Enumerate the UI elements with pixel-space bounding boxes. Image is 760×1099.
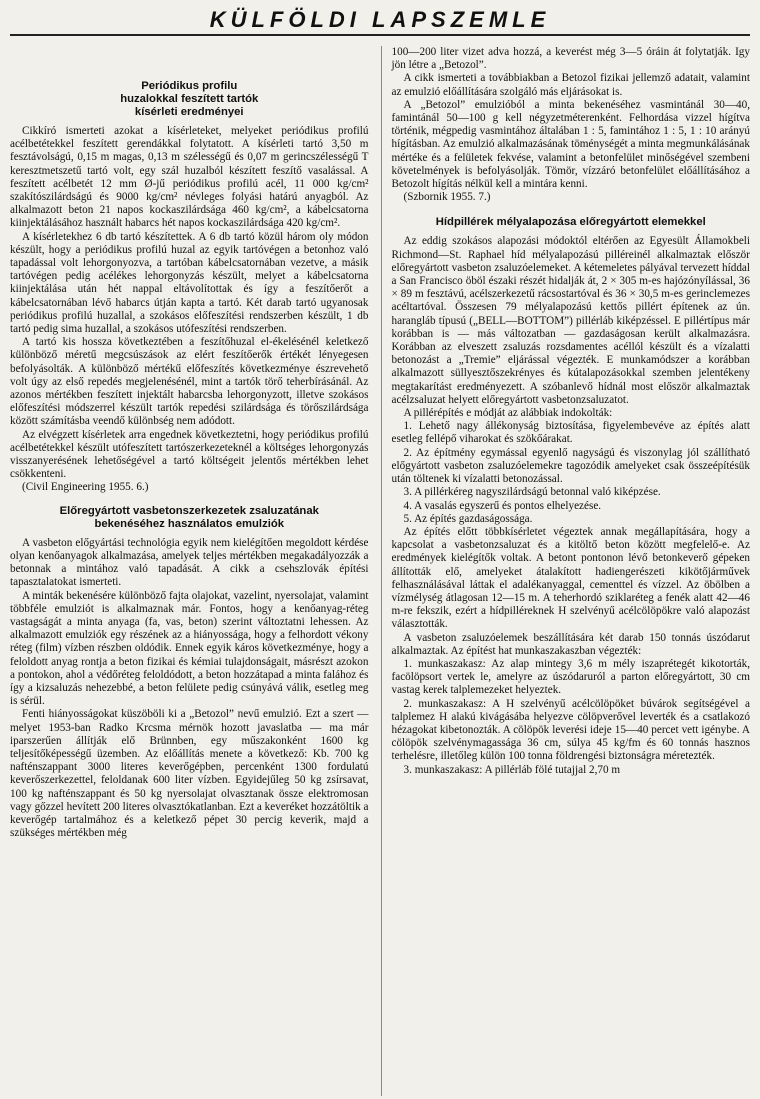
article-3-paragraph: A pillérépítés e módját az alábbiak indokolták: <box>403 407 613 420</box>
article-1-title-line: Periódikus profilu <box>141 80 238 92</box>
article-2-continued-paragraph: A „Betozol” emulzióból a minta bekenéséhez vasmintánál 30—40, famintánál 50—100 g kell négyzetméterenként. Felhordása vizzel hígítva történik, mégpedig vasmintához általában 1 : 5, famintához 1 : 5, 1 : 10 arányú hígításban. Az emulzió alkalmazásának töménységét a minta megmunkálásának mértéke és a felületek fekvése, valamint a betonfelület minőségével szembeni követelmények is befolyásolják. Tömör, vízzáró betonfelület előállításához a Betozolt hígítás nélkül kell a mintára kenni. <box>391 98 750 191</box>
article-2-continued-paragraph: A cikk ismerteti a továbbiakban a Betozol fizikai jellemző adatait, valamint az emulzió előállítására szolgáló más eljárásokat is. <box>391 72 750 98</box>
article-3-paragraph: Az építés előtt többkísérletet végeztek annak megállapítására, hogy a kapcsolat a vasbetonzsaluzat és a kitöltő beton között megfelelő-e. Az eredmények kielégítők voltak. A betont pontonon lévő betonkeverő gépeken állították elő, amelyeket átalakított hadiengerészeti kikötőjárművek felhasználásával láttak el adalékanyaggal, cementtel és vízzel. Az öbölben a vízmélység átlagosan 12—15 m. A teherhordó sziklaréteg a fenék alatt 42—46 m-re fekszik, ezért a hídpilléreknek H szelvényű acélcölöpökre való alapozást választották. <box>391 525 750 631</box>
article-2-paragraph: A minták bekenésére különböző fajta olajokat, vazelint, nyersolajat, valamint többféle emulziót is alkalmaznak már. Fontos, hogy a kenőanyag-réteg vastagságát a minta anyaga (fa, vas, beton) szerint változtatni lehessen. Az alkalmazott emulziók egy részének az a hiányossága, hogy a felhordott vékony réteg (film) vízben részben oldódik. Ennek egyik káros következménye, hogy a feloldott anyag rontja a beton fizikai és kémiai tulajdonságait, másrészt azokon a pontokon, ahol a védőréteg feloldódott, a beton hozzátapad a minta falához és így a kizsaluzás nehezebbé, a beton felülete pedig csúnyává válik, esetleg meg is sérül. <box>10 589 369 708</box>
article-1-paragraph: A kísérletekhez 6 db tartó készítettek. A 6 db tartó közül három oly módon készült, hogy a periódikus profilú huzal az egyik tartóvégen a betonhoz való tapadással volt lehorgonyozva, a tartóban kábelcsatornában vezetve, a másik tartóvégen pedig acélékes lehorgonyzás készült, melyet a kábelcsatorna kiinjektálása után hét nappal eltávolítottak és így a feszítőerőt a kábelcsatornában lévő habarcs útján kapta a tartó. Két darab tartó ugyanosak periódikus profilú huzallal, a szokásos előfeszítési rendszerben készült, 1 db tartó pedig sima huzallal, a szokásos utófeszítési rendszerben. <box>10 230 369 336</box>
article-3-list-item: 5. Az építés gazdaságossága. <box>403 512 533 525</box>
article-3-paragraph: Az eddig szokásos alapozási módoktól eltérően az Egyesült Államokbeli Richmond—St. Raphael híd mélyalapozású pilléreinél alkalmaztak először előregyártott vasbeton zsaluzóelemeket. A kétemeletes pályával tervezett híddal a San Francisco öböl északi részét hidalják át, 2 × 305 m-es hajózónyílással, 36 × 89 m fesztávú, acélszerkezetű rácsostartóval és 36 × 30,5 m-es gerinclemezes acéltartóval. Összesen 79 mélyalapozású kettős pillért építenek az ún. harangláb típusú („BELL—BOTTOM”) pillérláb kiképzéssel. E pillértípus már korábban is — más változatban — gazdaságosan került alkalmazásra. Korábban az elveszett zsaluzás rozsdamentes acéllól készült és a vízalatti betonozást a „Tremie” eljárással végezték. E munkamódszer a korábban alkalmazott süllyesztőszekrényes és kútalapozásokkal szemben jelentékeny megtakarítást eredményezett. A szóbanlevő hídnál most először alkalmaztak acélzsaluzat helyett előregyártott vasbetonzsaluzatot. <box>391 235 750 406</box>
column-left <box>10 46 369 1096</box>
article-2-title-line: bekenéséhez használatos emulziók <box>94 517 285 530</box>
article-2-source: (Szbornik 1955. 7.) <box>403 191 491 204</box>
article-1-paragraph: Cikkíró ismerteti azokat a kísérleteket, melyeket periódikus profilú acélbetétekkel feszített gerendákkal folytatott. A kísérleti tartó 3,50 m fesztávolságú, 0,15 m magas, 0,13 m szélességű és 0,07 m gerincszélességű T keresztmetszetű tartó volt, egy szál huzalból készített feszítő vasalással. A feszített acélbetét 12 mm Ø-jű periódikus profilú acél, 11 000 kg/cm² szakítószilárdságú és 9000 kg/cm² névleges folyási határú anyagból. Az alkalmazott beton 21 napos kockaszilárdsága 460 kg/cm², a kábelcsatorna kiinjektálásához használt habarcs hét napos kockaszilárdsága 420 kg/cm². <box>10 125 369 230</box>
article-2-title <box>10 505 369 531</box>
article-2-continued-paragraph: 100—200 liter vizet adva hozzá, a keverést még 3—5 óráin át folytatják. Igy jön létre a „Betozol”. <box>391 46 750 72</box>
article-1-paragraph: Az elvégzett kísérletek arra engednek következtetni, hogy periódikus profilú acélbetétekkel készült utófeszített tartószerkezeteknél a költséges lehorgonyzás visszanyerésének lehetőségével a tartó költségeit jelentős mértékben lehet csökkenteni. <box>10 428 369 481</box>
article-3-list-item: 3. A pillérkéreg nagyszilárdságú betonnal való kiképzése. <box>403 486 661 499</box>
article-3-stage: 2. munkaszakasz: A H szelvényű acélcölöpöket búvárok segítségével a talplemez H alakú kivágásába helyezve cölöpverővel leverték és a csatlakozó hézagokat kibetonozták. A cölöpök leverési ideje 15—40 percet vett igénybe. A cölöpök szelvénymagassága 36 cm, súlya 45 kg/fm és 60 tonnás hasznos terhelésre, illetőleg külön 100 tonna földrengési biztonságra méretezték. <box>391 697 750 763</box>
article-1-title-line: kísérleti eredményei <box>134 106 244 118</box>
article-2-paragraph: Fenti hiányosságokat küszöböli ki a „Betozol” nevű emulzió. Ezt a szert — melyet 1953-ban Radko Krcsma mérnök hozott javaslatba — ma már iparszerűen állítják elő Brünnben, egy műszakonként 1600 kg teljesítőképességű üzemben. Az előállítás menete a következő: Kb. 700 kg nafténszappant 3000 literes keverőgépben, percenként 1300 fordulatú keverőszerkezettel, feloldanak 600 liter vízben. Egyidejűleg 50 kg zsírsavat, 100 kg nafténszappant és 50 kg nyersolajat olvasztanak össze elektromosan vagy gőzzel hevített 200 literes olvasztókatlanban. Ezt a keveréket hozzátöltik a keverőgép tartalmához és a keletkező pépet 30 percig keverik, majd a szükséges mértékben még <box>10 708 369 840</box>
article-3-paragraph: A vasbeton zsaluzóelemek beszállítására két darab 150 tonnás úszódarut alkalmaztak. Az építést hat munkaszakaszban végezték: <box>391 631 750 657</box>
article-1-title-line: huzalokkal feszített tartók <box>120 93 259 105</box>
article-3-stage: 3. munkaszakasz: A pillérláb fölé tutajjal 2,70 m <box>403 763 621 776</box>
article-2-title-line: Előregyártott vasbetonszerkezetek zsaluzatának <box>59 504 319 517</box>
columns <box>10 46 750 1096</box>
masthead: KÜLFÖLDI LAPSZEMLE <box>10 6 750 36</box>
article-3-list-item: 2. Az építmény egymással egyenlő nagyságú és viszonylag jól szállítható előgyártott vasbeton zsaluzóelemekre tagozódik amelyeket csak összeépítésük után töltenek ki vízalatti betonozással. <box>391 446 750 486</box>
article-3-list-item: 4. A vasalás egyszerű és pontos elhelyezése. <box>403 499 602 512</box>
article-3-title-line: Hídpillérek mélyalapozása előregyártott elemekkel <box>435 216 706 229</box>
article-2-paragraph: A vasbeton előgyártási technológia egyik nem kielégítően megoldott kérdése olyan kenőanyagok alkalmazása, amelyek teljes mértékben megakadályozzák a betonnak a mintához való tapadását. A cikk a csehszlovák építési tapasztalatokat ismerteti. <box>10 536 369 589</box>
article-1-paragraph: A tartó kis hossza következtében a feszítőhuzal el-ékelésénél keletkező különböző méretű megcsúszások az elért feszítőerők értékét lényegesen befolyásolták. A különböző mértékű előfeszítés következménye észrevehető volt úgy az első repedés megjelenésénél, mint a tartók törő teherbírásánál. Az azonos mértékben feszített injektált habarcsba lehorgonyzott, illetve szokásos előfeszítési módszerrel készült tartók repedési szilárdsága és törőszilárdsága között számításba veendő különbség nem adódott. <box>10 336 369 428</box>
article-1-title <box>10 80 369 119</box>
article-3-title <box>392 216 751 229</box>
column-right <box>381 46 751 1096</box>
article-1-source: (Civil Engineering 1955. 6.) <box>22 481 149 494</box>
article-3-list-item: 1. Lehető nagy állékonyság biztosítása, figyelembevéve az építés alatt esetleg fellépő viharokat és szökőárakat. <box>391 420 750 446</box>
article-3-stage: 1. munkaszakasz: Az alap mintegy 3,6 m mély iszaprétegét kikotorták, facölöpsort vertek le, amelyre az úszódaruról a parton előregyártott, 30 cm vastag kerek talplemezeket helyeztek. <box>391 657 750 697</box>
